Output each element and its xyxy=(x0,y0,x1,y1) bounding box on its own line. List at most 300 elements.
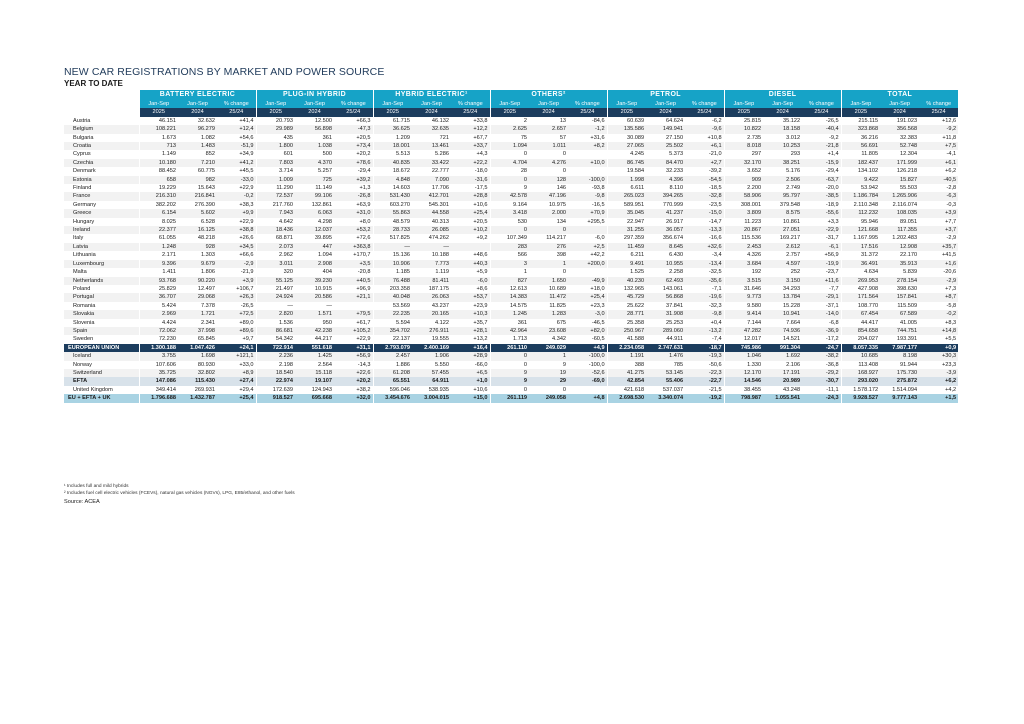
value-cell: 1.046 xyxy=(724,352,763,360)
value-cell: 22.170 xyxy=(900,252,918,259)
value-cell: 2.341 xyxy=(201,319,215,326)
change-cell: -100,0 xyxy=(568,176,607,184)
value-cell: 86.745 xyxy=(607,159,646,167)
value-cell: 1.191 xyxy=(607,352,646,360)
value-cell: 45.729 xyxy=(607,293,646,301)
change-cell: +67,7 xyxy=(473,134,488,141)
value-cell: 57 xyxy=(559,134,567,141)
market-name: Switzerland xyxy=(64,369,139,377)
change-cell: -14,0 xyxy=(802,310,841,318)
value-cell: 500 xyxy=(322,151,333,158)
value-cell: 323.868 xyxy=(841,125,880,133)
value-cell: 95.946 xyxy=(841,218,880,226)
change-cell: +70,9 xyxy=(568,209,607,217)
value-cell: 40.230 xyxy=(607,277,646,285)
column-year: 25/24 xyxy=(919,108,958,116)
table-row xyxy=(64,142,958,150)
change-cell: -17,2 xyxy=(825,336,839,343)
value-cell: 22.947 xyxy=(607,218,646,226)
change-cell: +121,1 xyxy=(217,352,256,360)
value-cell: 24.924 xyxy=(256,293,295,301)
value-cell: 44.558 xyxy=(412,209,451,217)
table-row xyxy=(64,369,958,377)
table-row xyxy=(64,335,958,343)
group-plug-in-hybrid: PLUG-IN HYBRID xyxy=(256,90,373,100)
value-cell: 1.055.541 xyxy=(763,394,802,402)
change-cell: +7,5 xyxy=(919,142,958,150)
change-cell: -32,5 xyxy=(708,269,722,276)
value-cell: 11.805 xyxy=(841,150,880,158)
value-cell: 261.110 xyxy=(490,344,529,352)
value-cell: 5.257 xyxy=(318,168,333,175)
value-cell: 64.624 xyxy=(665,117,684,124)
value-cell: 2.749 xyxy=(786,185,801,192)
change-cell xyxy=(568,226,607,234)
column-year-row xyxy=(64,108,958,116)
value-cell: 276.390 xyxy=(194,201,215,208)
value-cell: 42.854 xyxy=(607,377,646,385)
value-cell: 27.051 xyxy=(763,226,802,234)
value-cell: 1.009 xyxy=(256,176,295,184)
value-cell: 2.698.530 xyxy=(607,394,646,402)
value-cell: 8.057.335 xyxy=(841,344,880,352)
value-cell: 9.414 xyxy=(724,310,763,318)
column-year: 2025 xyxy=(724,108,763,116)
change-cell: +6,1 xyxy=(919,159,958,167)
value-cell: 67.589 xyxy=(880,310,919,318)
value-cell: 146 xyxy=(556,185,567,192)
value-cell: 217.760 xyxy=(256,201,295,209)
value-cell: 530 xyxy=(490,218,529,226)
change-cell: -26,5 xyxy=(825,117,839,124)
change-cell: -21,5 xyxy=(708,386,722,393)
market-name: Croatia xyxy=(64,142,139,150)
value-cell: 531.430 xyxy=(373,192,412,200)
table-row xyxy=(64,361,958,369)
change-cell: -9,2 xyxy=(919,125,958,133)
market-name: EFTA xyxy=(64,377,139,385)
value-cell: 4.704 xyxy=(490,159,529,167)
value-cell: 596.046 xyxy=(373,386,412,394)
value-cell: 17.706 xyxy=(431,185,450,192)
value-cell: 6.430 xyxy=(669,252,684,259)
value-cell: 114.217 xyxy=(546,235,567,242)
value-cell: 722.914 xyxy=(256,344,295,352)
value-cell: 9 xyxy=(490,377,529,385)
market-name: Germany xyxy=(73,201,97,208)
value-cell: 108.035 xyxy=(880,209,919,217)
value-cell: 293.020 xyxy=(841,377,880,385)
value-cell: 1.806 xyxy=(201,269,215,276)
value-cell: 25.815 xyxy=(724,117,763,125)
value-cell: 215.115 xyxy=(841,117,880,125)
change-cell: -33,0 xyxy=(217,176,256,184)
value-cell: 1.283 xyxy=(529,310,568,318)
value-cell: 991.304 xyxy=(763,344,802,352)
change-cell: +9,7 xyxy=(242,336,254,343)
value-cell: 1.886 xyxy=(373,361,412,369)
value-cell: 3.714 xyxy=(256,167,295,175)
change-cell: +21,1 xyxy=(334,293,373,301)
table-row xyxy=(64,209,958,217)
change-cell: +363,8 xyxy=(334,243,373,251)
value-cell: 1.094 xyxy=(318,252,333,259)
change-cell: -9,6 xyxy=(685,125,724,133)
column-header: Jan-Sep xyxy=(646,100,685,108)
value-cell: 4.597 xyxy=(763,260,802,268)
change-cell: -7,1 xyxy=(711,285,722,292)
value-cell: 2.757 xyxy=(786,252,801,259)
change-cell: +10,0 xyxy=(568,159,607,167)
change-cell: -100,0 xyxy=(568,352,607,360)
value-cell: 276 xyxy=(529,243,568,251)
value-cell: 35.122 xyxy=(783,117,801,124)
change-cell: +3,5 xyxy=(334,260,373,268)
value-cell: 44.217 xyxy=(314,336,333,343)
value-cell: 2.908 xyxy=(295,260,334,268)
value-cell: 57.455 xyxy=(412,369,451,377)
value-cell: 3.418 xyxy=(490,209,529,217)
value-cell: 2.506 xyxy=(763,176,802,184)
change-cell: +38,8 xyxy=(217,226,256,234)
value-cell: 2.258 xyxy=(669,269,684,276)
value-cell: 447 xyxy=(295,243,334,251)
value-cell: — xyxy=(326,302,333,309)
value-cell: 72.537 xyxy=(256,192,295,200)
value-cell: 31.908 xyxy=(646,310,685,318)
change-cell: +26,6 xyxy=(239,235,254,242)
value-cell: 13.461 xyxy=(412,142,451,150)
value-cell: 30.089 xyxy=(607,134,646,142)
group-battery-electric: BATTERY ELECTRIC xyxy=(139,90,256,100)
value-cell: 297 xyxy=(724,150,763,158)
value-cell: 474.262 xyxy=(428,235,450,242)
value-cell: 121.668 xyxy=(841,226,880,234)
value-cell: 22.974 xyxy=(256,377,295,385)
value-cell: 1.514.094 xyxy=(892,386,918,393)
table-row xyxy=(64,125,958,133)
market-name: Finland xyxy=(73,185,92,192)
value-cell: 4.342 xyxy=(552,336,567,343)
column-header: Jan-Sep xyxy=(529,100,568,108)
value-cell: 126.218 xyxy=(896,168,918,175)
value-cell: 26.917 xyxy=(665,218,684,225)
group-total: TOTAL xyxy=(841,90,958,100)
column-year: 2024 xyxy=(880,108,919,116)
value-cell: 1.209 xyxy=(373,134,412,142)
value-cell: 770.999 xyxy=(662,201,684,208)
change-cell: +18,0 xyxy=(590,285,605,292)
value-cell: 1.425 xyxy=(295,352,334,360)
change-cell: -22,7 xyxy=(685,377,724,385)
value-cell: 41.588 xyxy=(607,335,646,343)
group-others: OTHERS² xyxy=(490,90,607,100)
value-cell: 551.618 xyxy=(295,344,334,352)
change-cell: -20,6 xyxy=(943,269,957,276)
value-cell: 203.358 xyxy=(373,285,412,293)
value-cell: 1.149 xyxy=(139,150,178,158)
market-name: Luxembourg xyxy=(64,260,139,268)
value-cell: 60.639 xyxy=(607,117,646,125)
change-cell: +53,7 xyxy=(451,293,490,301)
footnote-1: ¹ Includes full and mild hybrids xyxy=(64,484,129,489)
efta-total-row xyxy=(64,377,958,385)
value-cell: 58.906 xyxy=(724,192,763,200)
value-cell: 1.673 xyxy=(139,134,178,142)
value-cell: 713 xyxy=(139,142,178,150)
change-cell: +56,9 xyxy=(334,352,373,360)
change-cell: -21,8 xyxy=(802,142,841,150)
change-cell: +295,5 xyxy=(587,218,605,225)
value-cell: 2.000 xyxy=(529,209,568,217)
table-row xyxy=(64,386,958,394)
value-cell: 4.848 xyxy=(373,176,412,184)
value-cell: 289.060 xyxy=(646,327,685,335)
value-cell: 3.011 xyxy=(256,260,295,268)
change-cell: -30,7 xyxy=(802,377,841,385)
value-cell: 10.188 xyxy=(431,252,450,259)
value-cell: 1.094 xyxy=(490,142,529,150)
value-cell: 7.210 xyxy=(178,159,217,167)
value-cell: 44.911 xyxy=(666,336,684,343)
value-cell: 61.715 xyxy=(373,117,412,125)
value-cell: 26.063 xyxy=(412,293,451,301)
change-cell xyxy=(568,268,607,276)
value-cell: 589.951 xyxy=(607,201,646,209)
value-cell: 0 xyxy=(490,150,529,158)
value-cell: 9.777.143 xyxy=(880,394,919,402)
market-name: Slovakia xyxy=(64,310,139,318)
change-cell: -93,8 xyxy=(591,185,605,192)
value-cell: 35.913 xyxy=(880,260,919,268)
value-cell: 5.594 xyxy=(373,319,412,327)
value-cell: 7.664 xyxy=(786,319,801,326)
table-row xyxy=(64,226,958,234)
report-title: NEW CAR REGISTRATIONS BY MARKET AND POWER SOURCE xyxy=(64,66,385,78)
column-header: Jan-Sep xyxy=(724,100,763,108)
value-cell: 90.220 xyxy=(178,277,217,285)
value-cell: 6.611 xyxy=(607,184,646,192)
value-cell: 5.839 xyxy=(903,269,918,276)
value-cell: 23.608 xyxy=(529,327,568,335)
change-cell: -0,2 xyxy=(217,192,256,200)
value-cell: 4.245 xyxy=(607,150,646,158)
value-cell: 25.502 xyxy=(646,142,685,150)
value-cell: 93.768 xyxy=(139,277,178,285)
change-cell: +9,2 xyxy=(476,235,488,242)
value-cell: 261.119 xyxy=(490,394,529,402)
change-cell: -6,1 xyxy=(802,243,841,251)
value-cell: 55.503 xyxy=(900,185,918,192)
value-cell: 0 xyxy=(490,352,529,360)
change-cell: -11,1 xyxy=(826,386,839,393)
value-cell: 216.310 xyxy=(139,192,178,200)
market-name: Italy xyxy=(73,235,84,242)
value-cell: 1.411 xyxy=(139,268,178,276)
change-cell: -13,4 xyxy=(685,260,724,268)
value-cell: 157.841 xyxy=(880,293,919,301)
column-year: 2025 xyxy=(841,108,880,116)
value-cell: 412.701 xyxy=(412,192,451,200)
change-cell: +105,2 xyxy=(334,327,373,335)
value-cell: 42.238 xyxy=(295,327,334,335)
change-cell: -36,8 xyxy=(825,361,839,368)
value-cell: 34.293 xyxy=(783,285,801,292)
change-cell: -0,2 xyxy=(919,310,958,318)
change-cell: -9,8 xyxy=(685,310,724,318)
value-cell: 11.472 xyxy=(529,293,568,301)
group-header-row xyxy=(64,90,958,100)
value-cell: 1.650 xyxy=(529,277,568,285)
value-cell: 31.255 xyxy=(607,226,646,234)
value-cell: 1.265.906 xyxy=(880,192,919,200)
value-cell: 9 xyxy=(562,361,567,368)
change-cell: +7,3 xyxy=(945,285,957,292)
value-cell: 124.943 xyxy=(311,386,333,393)
change-cell: -66,0 xyxy=(474,361,488,368)
value-cell: 36.216 xyxy=(841,134,880,142)
value-cell: 107.606 xyxy=(139,361,178,369)
change-cell: +1,0 xyxy=(451,377,490,385)
change-cell: -26,8 xyxy=(334,192,373,200)
value-cell: 9.422 xyxy=(841,176,880,184)
value-cell: 12.908 xyxy=(880,243,919,251)
value-cell: 10.975 xyxy=(548,201,567,208)
change-cell: -14,3 xyxy=(357,361,371,368)
value-cell: 20.165 xyxy=(412,310,451,318)
value-cell: 25.253 xyxy=(665,319,684,326)
value-cell: 1.245 xyxy=(490,310,529,318)
change-cell: -19,9 xyxy=(802,260,841,268)
change-cell: +15,0 xyxy=(451,394,490,402)
change-cell: -7,4 xyxy=(711,336,722,343)
change-cell: +170,7 xyxy=(353,252,371,259)
value-cell: 44.417 xyxy=(841,319,880,327)
change-cell: -15,0 xyxy=(685,209,724,217)
change-cell: -49,9 xyxy=(568,277,607,285)
value-cell: 538.935 xyxy=(428,386,450,393)
change-cell: -32,8 xyxy=(685,192,724,200)
value-cell: 17.191 xyxy=(763,369,802,377)
change-cell: +20,5 xyxy=(473,218,488,225)
change-cell: +25,4 xyxy=(451,209,490,217)
market-name: Iceland xyxy=(64,352,139,360)
value-cell: 42.964 xyxy=(490,327,529,335)
value-cell: 20.586 xyxy=(295,293,334,301)
column-year: 2024 xyxy=(295,108,334,116)
value-cell: 25.358 xyxy=(607,319,646,327)
group-hybrid-electric: HYBRID ELECTRIC¹ xyxy=(373,90,490,100)
value-cell: 35.045 xyxy=(607,209,646,217)
change-cell: -60,5 xyxy=(591,336,605,343)
value-cell: 10.941 xyxy=(763,310,802,318)
change-cell: -40,5 xyxy=(919,176,958,184)
value-cell: 1.202.483 xyxy=(892,235,918,242)
change-cell: +11,6 xyxy=(802,277,841,285)
value-cell: — xyxy=(373,243,412,251)
market-name: Romania xyxy=(73,302,96,309)
column-header: Jan-Sep xyxy=(295,100,334,108)
value-cell: 36.625 xyxy=(373,125,412,133)
change-cell: +27,4 xyxy=(217,377,256,385)
value-cell: 283 xyxy=(490,243,529,251)
value-cell: 9.396 xyxy=(139,260,178,268)
change-cell: +2,7 xyxy=(685,159,724,167)
value-cell: 2.116.074 xyxy=(892,201,918,208)
value-cell: 61.055 xyxy=(139,234,178,242)
value-cell: 22.377 xyxy=(139,226,178,234)
value-cell: 3.012 xyxy=(786,134,801,141)
change-cell: -6,0 xyxy=(594,235,605,242)
table-row xyxy=(64,302,958,310)
change-cell: +96,9 xyxy=(356,285,371,292)
value-cell: 4.370 xyxy=(295,159,334,167)
change-cell: +5,9 xyxy=(476,269,488,276)
market-name: Poland xyxy=(73,285,91,292)
value-cell: 25.622 xyxy=(607,302,646,310)
value-cell: 9.491 xyxy=(607,260,646,268)
value-cell: 46.132 xyxy=(431,117,450,124)
change-cell: -5,8 xyxy=(946,302,957,309)
change-cell: -37,1 xyxy=(825,302,839,309)
value-cell: 115.509 xyxy=(897,302,918,309)
column-header: % change xyxy=(685,100,724,108)
value-cell: 46.151 xyxy=(139,117,178,125)
change-cell: +32,6 xyxy=(685,243,724,251)
value-cell: 1.796.688 xyxy=(139,394,178,402)
column-header: % change xyxy=(217,100,256,108)
change-cell: +31,0 xyxy=(334,209,373,217)
change-cell: +24,1 xyxy=(217,344,256,352)
value-cell: 435 xyxy=(256,134,295,142)
value-cell: 1.185 xyxy=(373,268,412,276)
change-cell: -6,2 xyxy=(711,117,722,124)
change-cell: -1,2 xyxy=(568,125,607,133)
value-cell: 20.793 xyxy=(256,117,295,125)
value-cell: 89.051 xyxy=(900,218,918,225)
column-header: Jan-Sep xyxy=(607,100,646,108)
value-cell: 2.969 xyxy=(139,310,178,318)
value-cell: 1.303 xyxy=(201,252,215,259)
market-name: Czechia xyxy=(64,159,139,167)
value-cell: 72.062 xyxy=(139,327,178,335)
column-year: 25/24 xyxy=(685,108,724,116)
change-cell: +31,6 xyxy=(590,134,605,141)
value-cell: 293 xyxy=(790,151,801,158)
value-cell: 3.004.015 xyxy=(412,394,451,402)
value-cell: 276.911 xyxy=(412,327,451,335)
change-cell: -13,3 xyxy=(685,226,724,234)
value-cell: 275.872 xyxy=(880,377,919,385)
change-cell: +38,2 xyxy=(356,386,371,393)
column-year: 25/24 xyxy=(802,108,841,116)
value-cell: 43.248 xyxy=(783,386,801,393)
value-cell: 67.454 xyxy=(841,310,880,318)
change-cell: +61,7 xyxy=(356,319,371,326)
value-cell: 2.793.079 xyxy=(373,344,412,352)
value-cell: 10.180 xyxy=(139,159,178,167)
column-header: Jan-Sep xyxy=(139,100,178,108)
market-name: Ireland xyxy=(64,226,139,234)
column-year: 2025 xyxy=(256,108,295,116)
market-name: Denmark xyxy=(73,168,96,175)
value-cell: 5.373 xyxy=(669,151,684,158)
change-cell: +40,3 xyxy=(451,260,490,268)
value-cell: 9 xyxy=(490,184,529,192)
value-cell: 48.579 xyxy=(373,218,412,226)
value-cell: 19.584 xyxy=(607,167,646,175)
change-cell: -13,2 xyxy=(685,327,724,335)
